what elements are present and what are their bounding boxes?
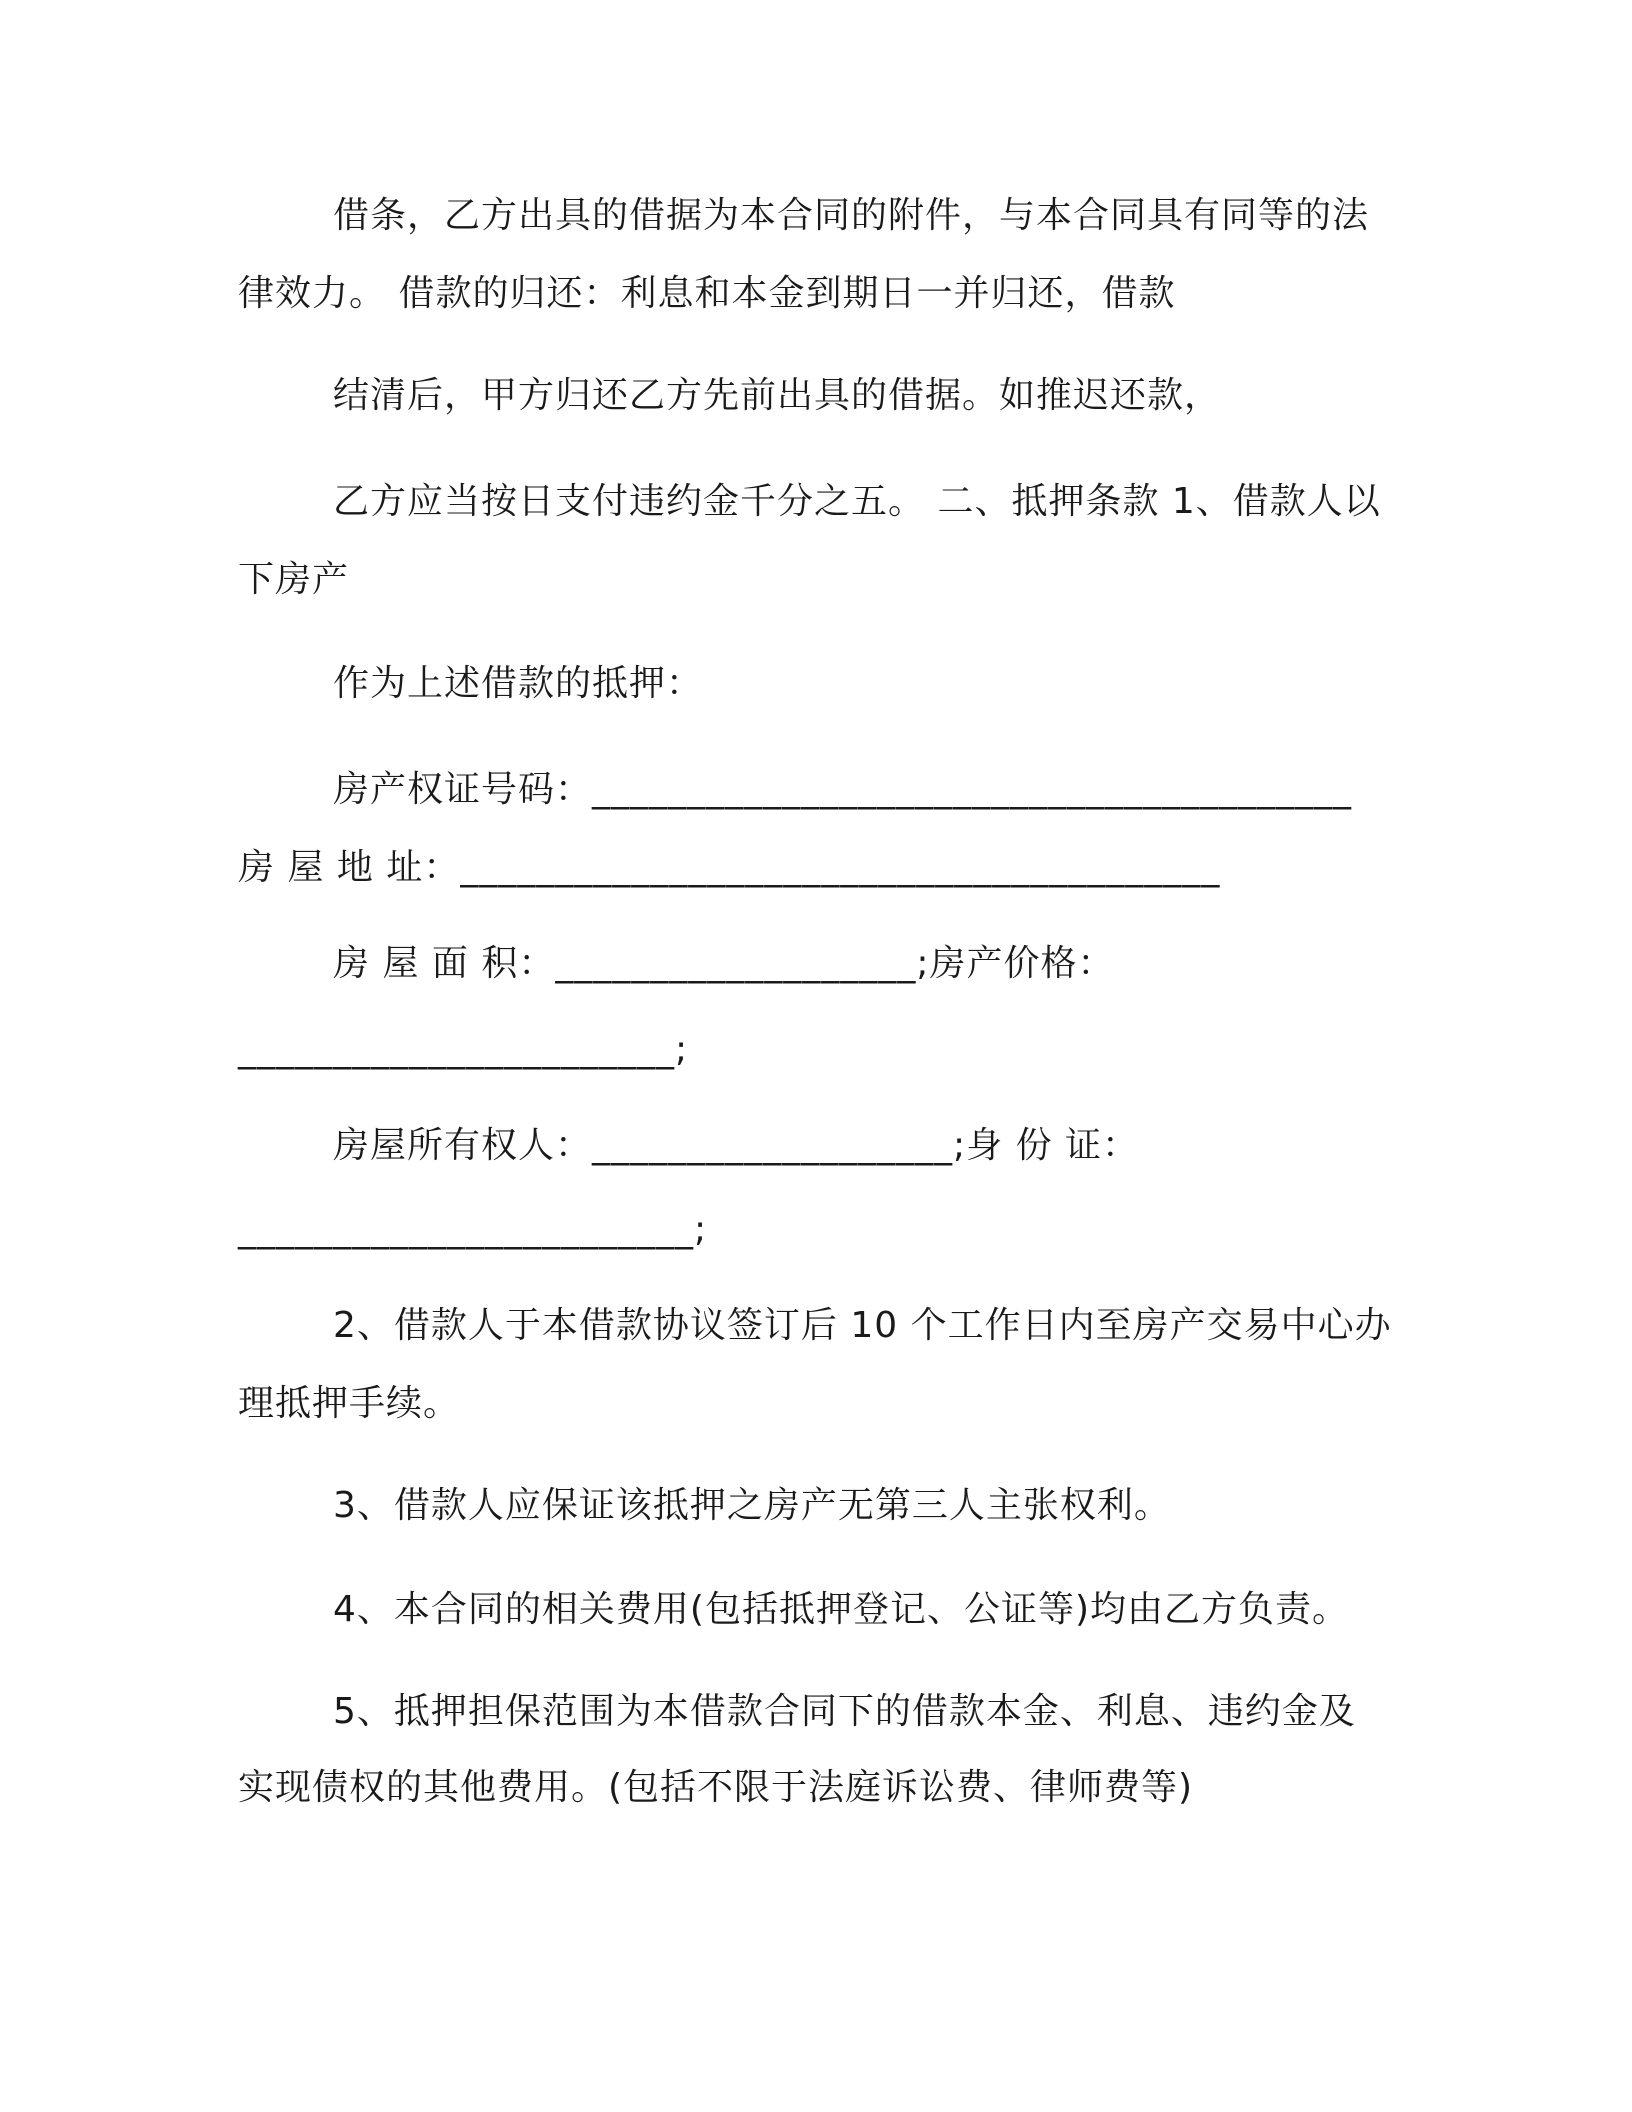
paragraph-line: 律效力。 借款的归还：利息和本金到期日一并归还，借款 (238, 273, 1176, 314)
clause-4: 4、本合同的相关费用(包括抵押登记、公证等)均由乙方负责。 (333, 1589, 1349, 1630)
paragraph-line: 乙方应当按日支付违约金千分之五。 二、抵押条款 1、借款人以 (333, 481, 1381, 522)
paragraph-line: 作为上述借款的抵押： (333, 663, 704, 704)
clause-2-line: 2、借款人于本借款协议签订后 10 个工作日内至房产交易中心办 (333, 1305, 1392, 1346)
house-address-field: 房 屋 地 址：________________________________________ (238, 847, 1221, 888)
paragraph-line: 下房产 (238, 559, 350, 600)
house-area-price-field: 房 屋 面 积：___________________;房产价格： (333, 943, 1115, 984)
owner-id-field: 房屋所有权人：___________________;身 份 证： (333, 1125, 1140, 1166)
clause-5-line: 实现债权的其他费用。(包括不限于法庭诉讼费、律师费等) (238, 1767, 1194, 1808)
property-cert-number-field: 房产权证号码：________________________________________ (333, 769, 1353, 810)
paragraph-line: 结清后，甲方归还乙方先前出具的借据。如推迟还款， (333, 375, 1222, 416)
clause-5-line: 5、抵押担保范围为本借款合同下的借款本金、利息、违约金及 (333, 1691, 1356, 1732)
id-card-blank: ________________________; (238, 1209, 708, 1250)
clause-2-line: 理抵押手续。 (238, 1383, 461, 1424)
clause-3: 3、借款人应保证该抵押之房产无第三人主张权利。 (333, 1485, 1171, 1526)
paragraph-line: 借条，乙方出具的借据为本合同的附件，与本合同具有同等的法 (333, 195, 1370, 236)
house-price-blank: _______________________; (238, 1029, 689, 1070)
